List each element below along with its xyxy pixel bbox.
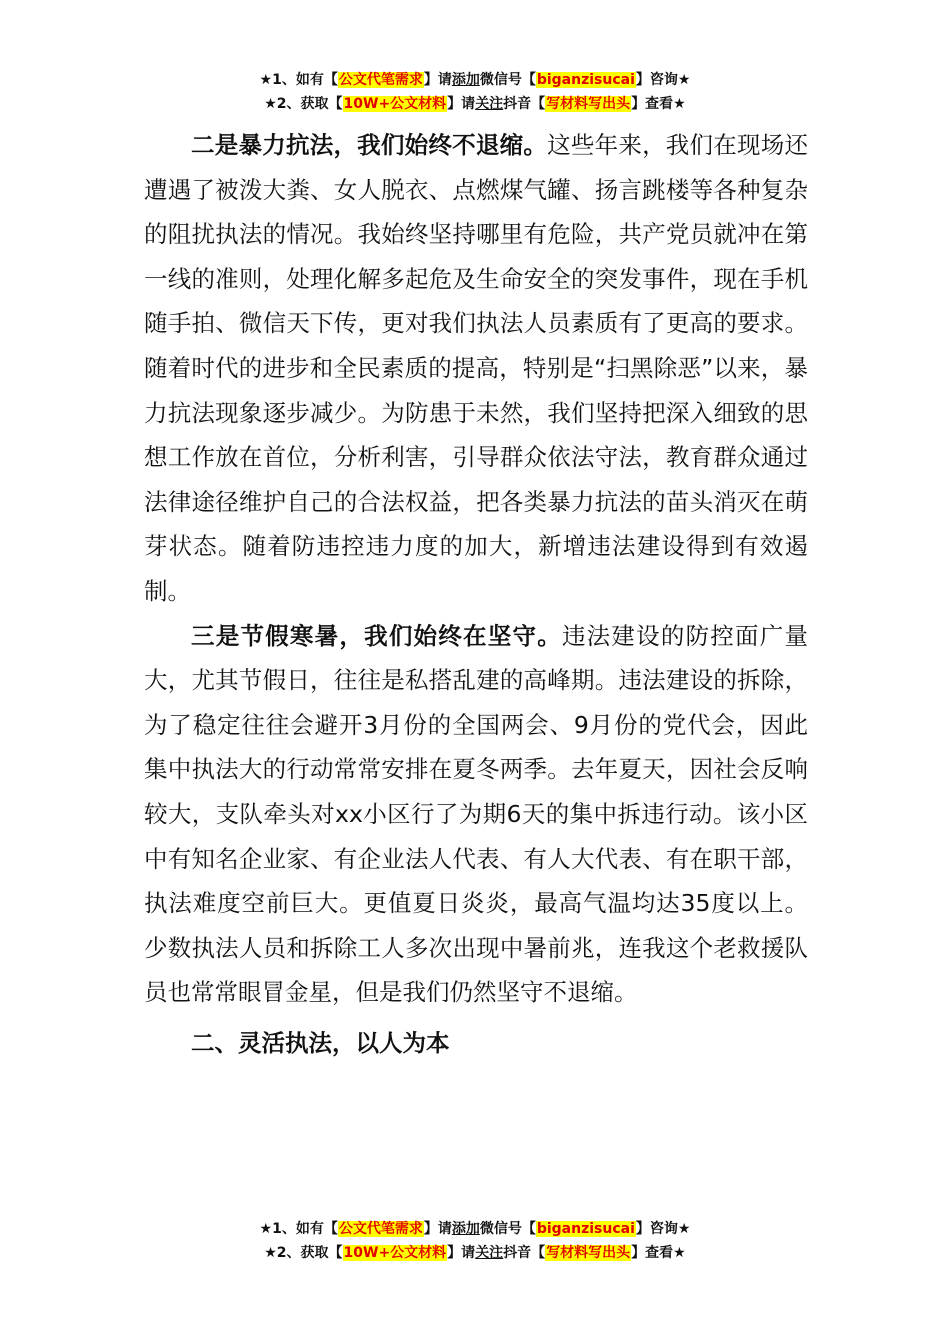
banner-highlight: 写材料写出头 (546, 1245, 631, 1261)
banner-text: 抖音【 (503, 96, 546, 112)
banner-text: 】请 (447, 96, 476, 112)
banner-text: ★2、获取【 (264, 1245, 343, 1261)
banner-line-1 (0, 68, 950, 92)
banner-text: ★1、如有【 (259, 1221, 338, 1237)
banner-text: 】请 (423, 1221, 452, 1237)
paragraph-lead: 三是节假寒暑，我们始终在坚守。 (191, 621, 562, 650)
banner-underlined: 关注 (475, 96, 504, 112)
banner-highlight: biganzisucai (536, 1221, 635, 1237)
paragraph-text: 这些年来，我们在现场还遭遇了被泼大粪、女人脱衣、点燃煤气罐、扬言跳楼等各种复杂的阻扰执法的情况。我始终坚持哪里有危险，共产党员就冲在第一线的准则，处理化解多起危及生命安全的突发事件，现在手机随手拍、微信天下传，更对我们执法人员素质有了更高的要求。随着时代的进步和全民素质的提高，特别是“扫黑除恶”以来，暴力抗法现象逐步减少。为防患于未然，我们坚持把深入细致的思想工作放在首位，分析利害，引导群众依法守法，教育群众通过法律途径维护自己的合法权益，把各类暴力抗法的苗头消灭在萌芽状态。随着防违控违力度的加大，新增违法建设得到有效遏制。 (144, 131, 809, 605)
banner-text: 抖音【 (503, 1245, 546, 1261)
paragraph-text: 违法建设的防控面广量大，尤其节假日，往往是私搭乱建的高峰期。违法建设的拆除，为了稳定往往会避开3月份的全国两会、9月份的党代会，因此集中执法大的行动常常安排在夏冬两季。去年夏天，因社会反响较大，支队牵头对xx小区行了为期6天的集中拆违行动。该小区中有知名企业家、有企业法人代表、有人大代表、有在职干部，执法难度空前巨大。更值夏日炎炎，最高气温均达35度以上。少数执法人员和拆除工人多次出现中暑前兆，连我这个老救援队员也常常眼冒金星，但是我们仍然坚守不退缩。 (144, 621, 808, 1007)
section-heading: 二、灵活执法，以人为本 (191, 1028, 450, 1057)
banner-text: ★2、获取【 (264, 96, 343, 112)
banner-highlight: 10W+公文材料 (343, 1245, 447, 1261)
banner-text: ★1、如有【 (259, 72, 338, 88)
banner-underlined: 添加 (451, 1221, 480, 1237)
banner-text: 】请 (447, 1245, 476, 1261)
banner-text: 】查看★ (631, 96, 686, 112)
banner-text: 】查看★ (631, 1245, 686, 1261)
banner-line-2 (0, 1241, 950, 1265)
banner-text: 】咨询★ (635, 1221, 691, 1237)
header-banner (0, 68, 950, 116)
banner-text: 微信号【 (479, 1221, 536, 1237)
paragraph (144, 614, 808, 1015)
banner-highlight: 写材料写出头 (546, 96, 631, 112)
banner-highlight: 公文代笔需求 (338, 72, 423, 88)
banner-underlined: 关注 (475, 1245, 504, 1261)
banner-highlight: 10W+公文材料 (343, 96, 447, 112)
banner-text: 】咨询★ (635, 72, 691, 88)
paragraph-lead: 二是暴力抗法，我们始终不退缩。 (191, 131, 548, 159)
banner-line-2 (0, 92, 950, 116)
paragraph (144, 123, 808, 614)
banner-text: 微信号【 (479, 72, 536, 88)
banner-underlined: 添加 (451, 72, 480, 88)
banner-highlight: 公文代笔需求 (338, 1221, 423, 1237)
banner-highlight: biganzisucai (536, 72, 635, 88)
banner-text: 】请 (423, 72, 452, 88)
document-body (144, 123, 808, 1065)
banner-line-1 (0, 1217, 950, 1241)
footer-banner (0, 1217, 950, 1265)
